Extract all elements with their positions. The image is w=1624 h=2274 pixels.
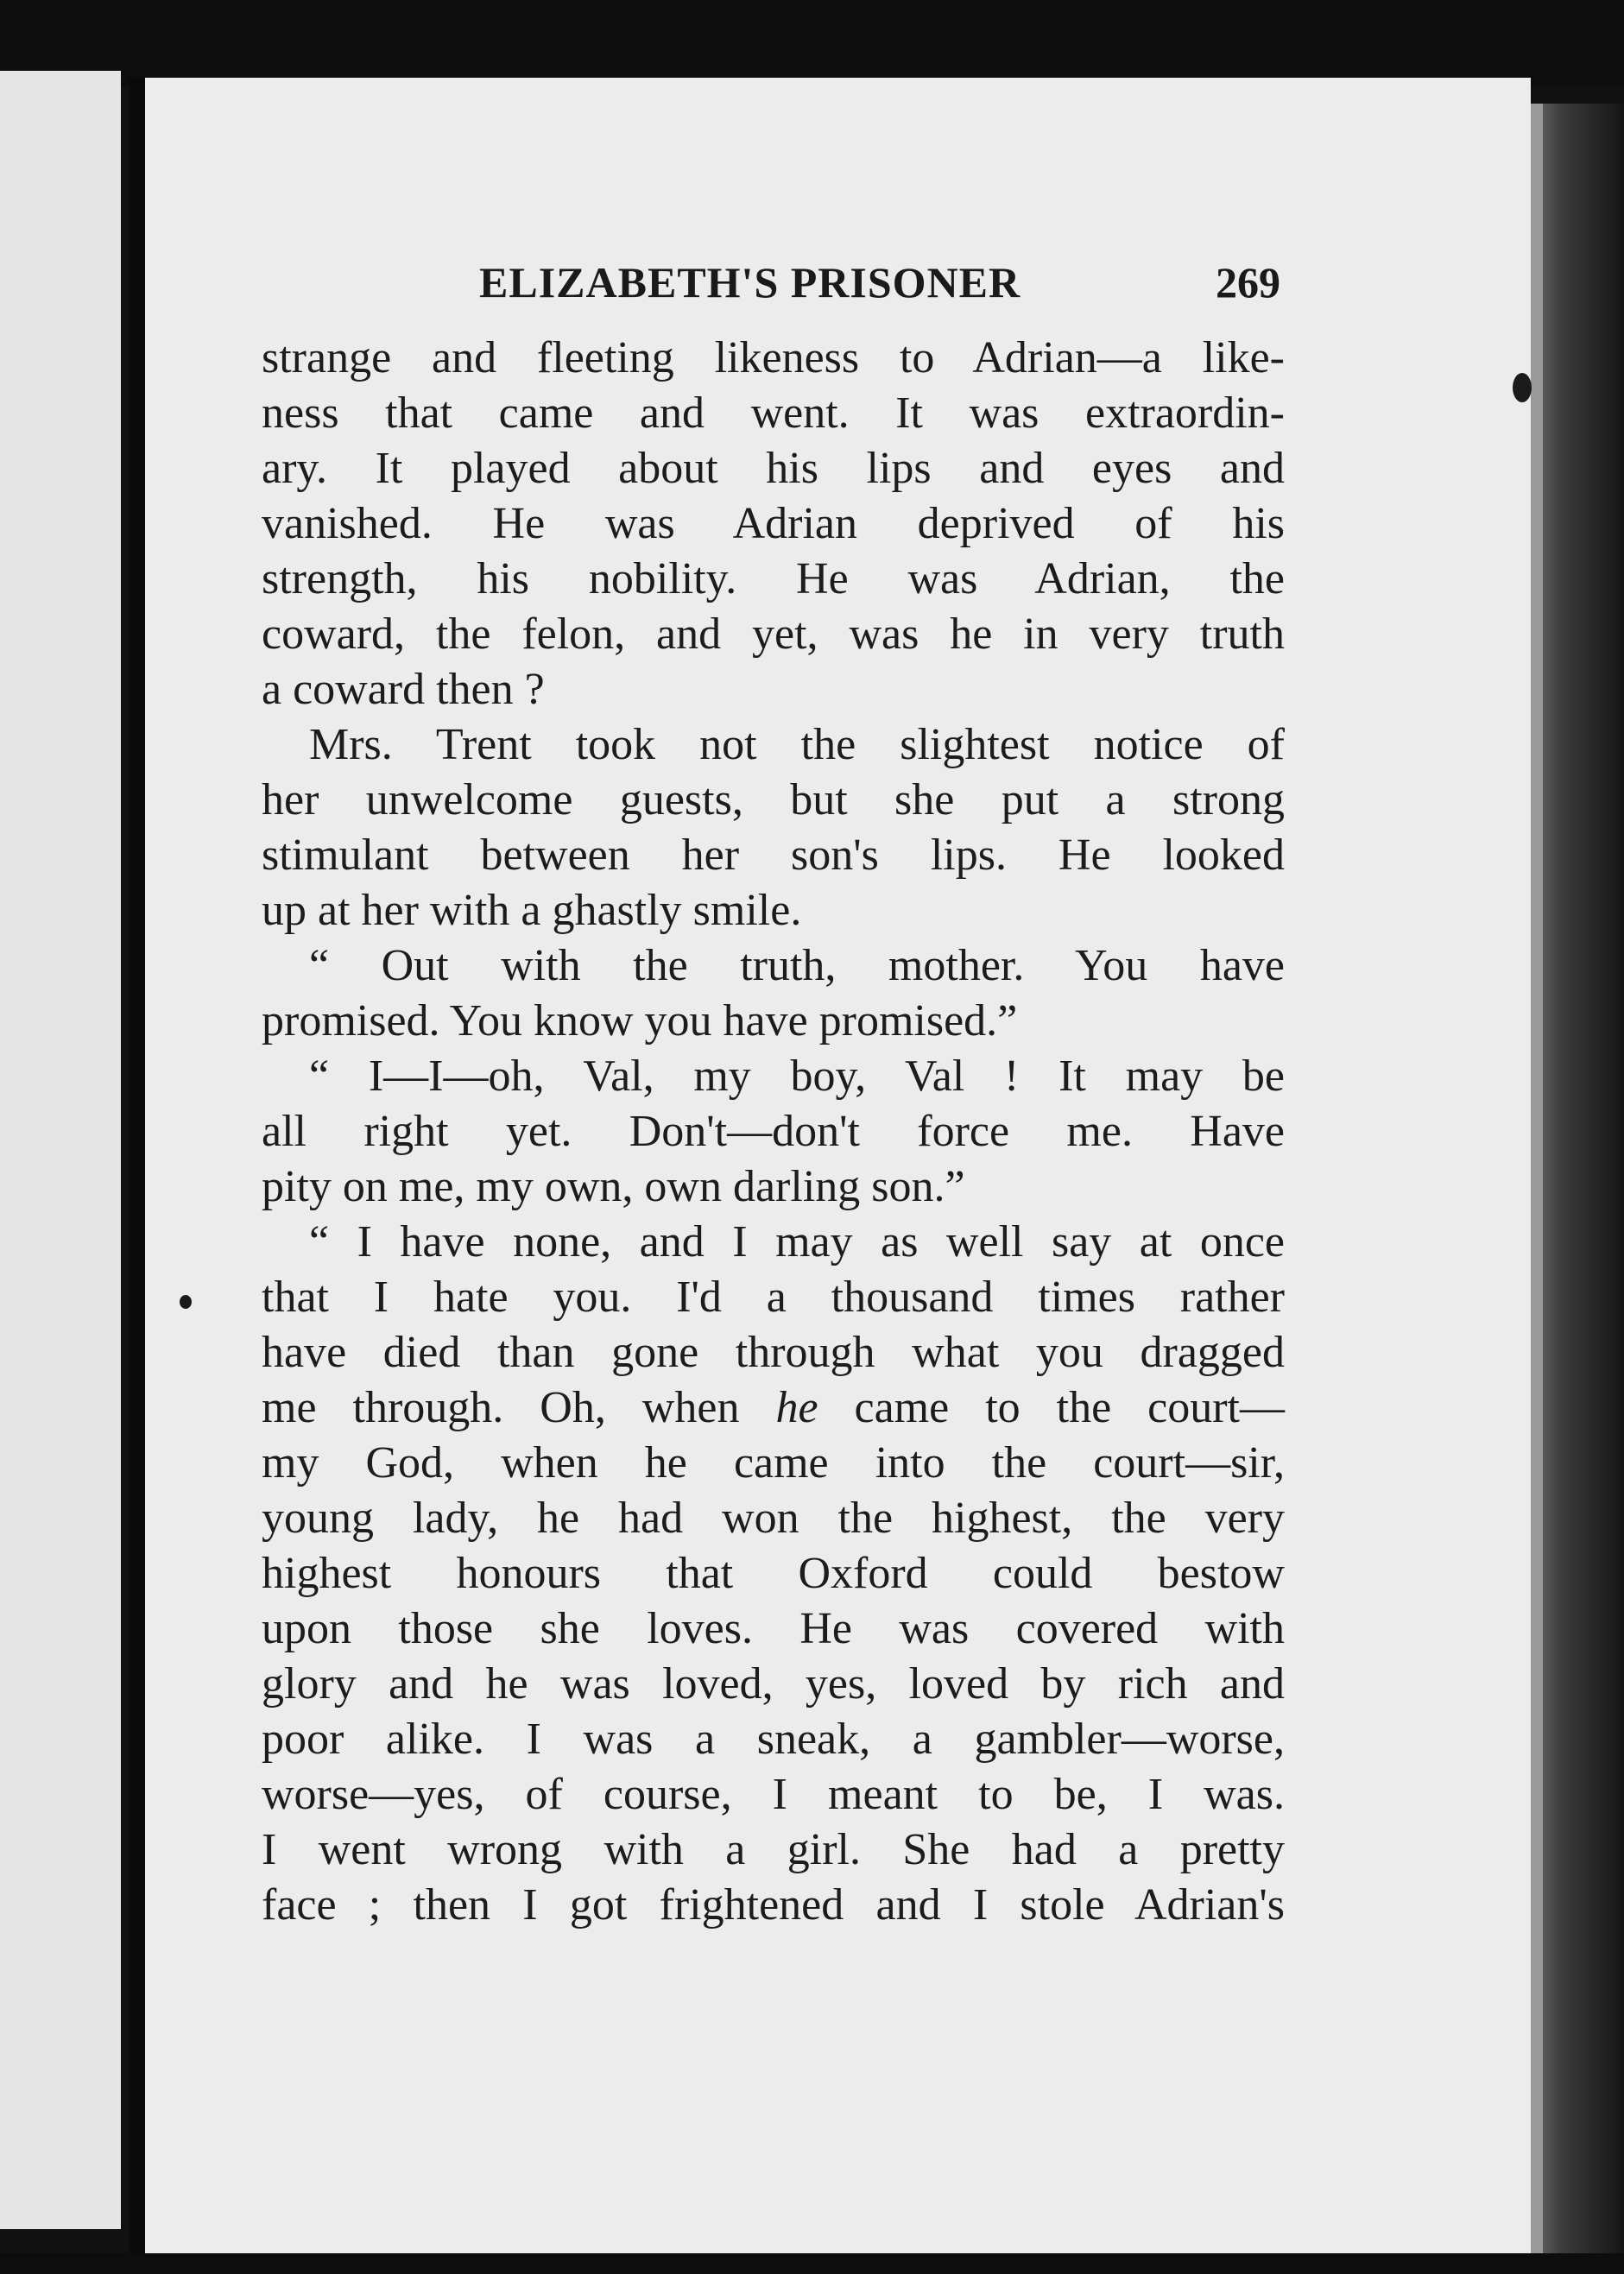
- scan-background-bottom: [0, 2253, 1624, 2274]
- paragraph-start-line: Mrs. Trent took not the slightest notice of: [309, 720, 1285, 769]
- page-number: 269: [1216, 258, 1280, 306]
- text-line: her unwelcome guests, but she put a strong: [262, 775, 1285, 824]
- text-line: ness that came and went. It was extraordin-: [262, 388, 1285, 438]
- text-line: have died than gone through what you dragged: [262, 1328, 1285, 1377]
- italic-word: he: [775, 1383, 818, 1432]
- binding-shadow: [1531, 104, 1624, 2274]
- text-line: I went wrong with a girl. She had a pretty: [262, 1825, 1285, 1874]
- text-line: pity on me, my own, own darling son.”: [262, 1162, 965, 1211]
- paragraph-start-line: “ I have none, and I may as well say at once: [309, 1217, 1285, 1266]
- text-line: face ; then I got frightened and I stole Adrian's: [262, 1880, 1285, 1930]
- previous-page-edge: [0, 71, 121, 2229]
- text-line: my God, when he came into the court—sir,: [262, 1438, 1285, 1488]
- text-line: worse—yes, of course, I meant to be, I was.: [262, 1770, 1285, 1819]
- text-line: promised. You know you have promised.”: [262, 996, 1018, 1045]
- text-line: strength, his nobility. He was Adrian, the: [262, 554, 1285, 603]
- text-line: strange and fleeting likeness to Adrian—a like-: [262, 333, 1285, 382]
- paragraph-start-line: “ Out with the truth, mother. You have: [309, 941, 1285, 990]
- text-line: coward, the felon, and yet, was he in very truth: [262, 610, 1285, 659]
- scan-speck: [1513, 373, 1532, 402]
- running-header-title: ELIZABETH'S PRISONER: [479, 258, 1021, 306]
- text-line: poor alike. I was a sneak, a gambler—worse,: [262, 1715, 1285, 1764]
- text-segment: came to the court—: [818, 1383, 1285, 1432]
- scan-speck: [180, 1295, 192, 1309]
- text-line: a coward then ?: [262, 665, 545, 714]
- text-line: stimulant between her son's lips. He looked: [262, 831, 1285, 880]
- page-gutter: [130, 78, 145, 2262]
- text-line: that I hate you. I'd a thousand times rather: [262, 1273, 1285, 1322]
- text-line: glory and he was loved, yes, loved by rich and: [262, 1659, 1285, 1709]
- text-line: young lady, he had won the highest, the very: [262, 1494, 1285, 1543]
- text-line: up at her with a ghastly smile.: [262, 886, 802, 935]
- page-edge-highlight: [1531, 104, 1543, 2262]
- text-line: vanished. He was Adrian deprived of his: [262, 499, 1285, 548]
- body-text: [262, 331, 1285, 1933]
- text-segment: me through. Oh, when: [262, 1383, 776, 1432]
- paragraph-start-line: “ I—I—oh, Val, my boy, Val ! It may be: [309, 1052, 1285, 1101]
- text-line: upon those she loves. He was covered with: [262, 1604, 1285, 1653]
- text-line: all right yet. Don't—don't force me. Have: [262, 1107, 1285, 1156]
- text-line: highest honours that Oxford could bestow: [262, 1549, 1285, 1598]
- text-line: ary. It played about his lips and eyes and: [262, 444, 1285, 493]
- scan-background-top: [0, 0, 1624, 86]
- text-line-with-italic: [262, 1380, 1285, 1436]
